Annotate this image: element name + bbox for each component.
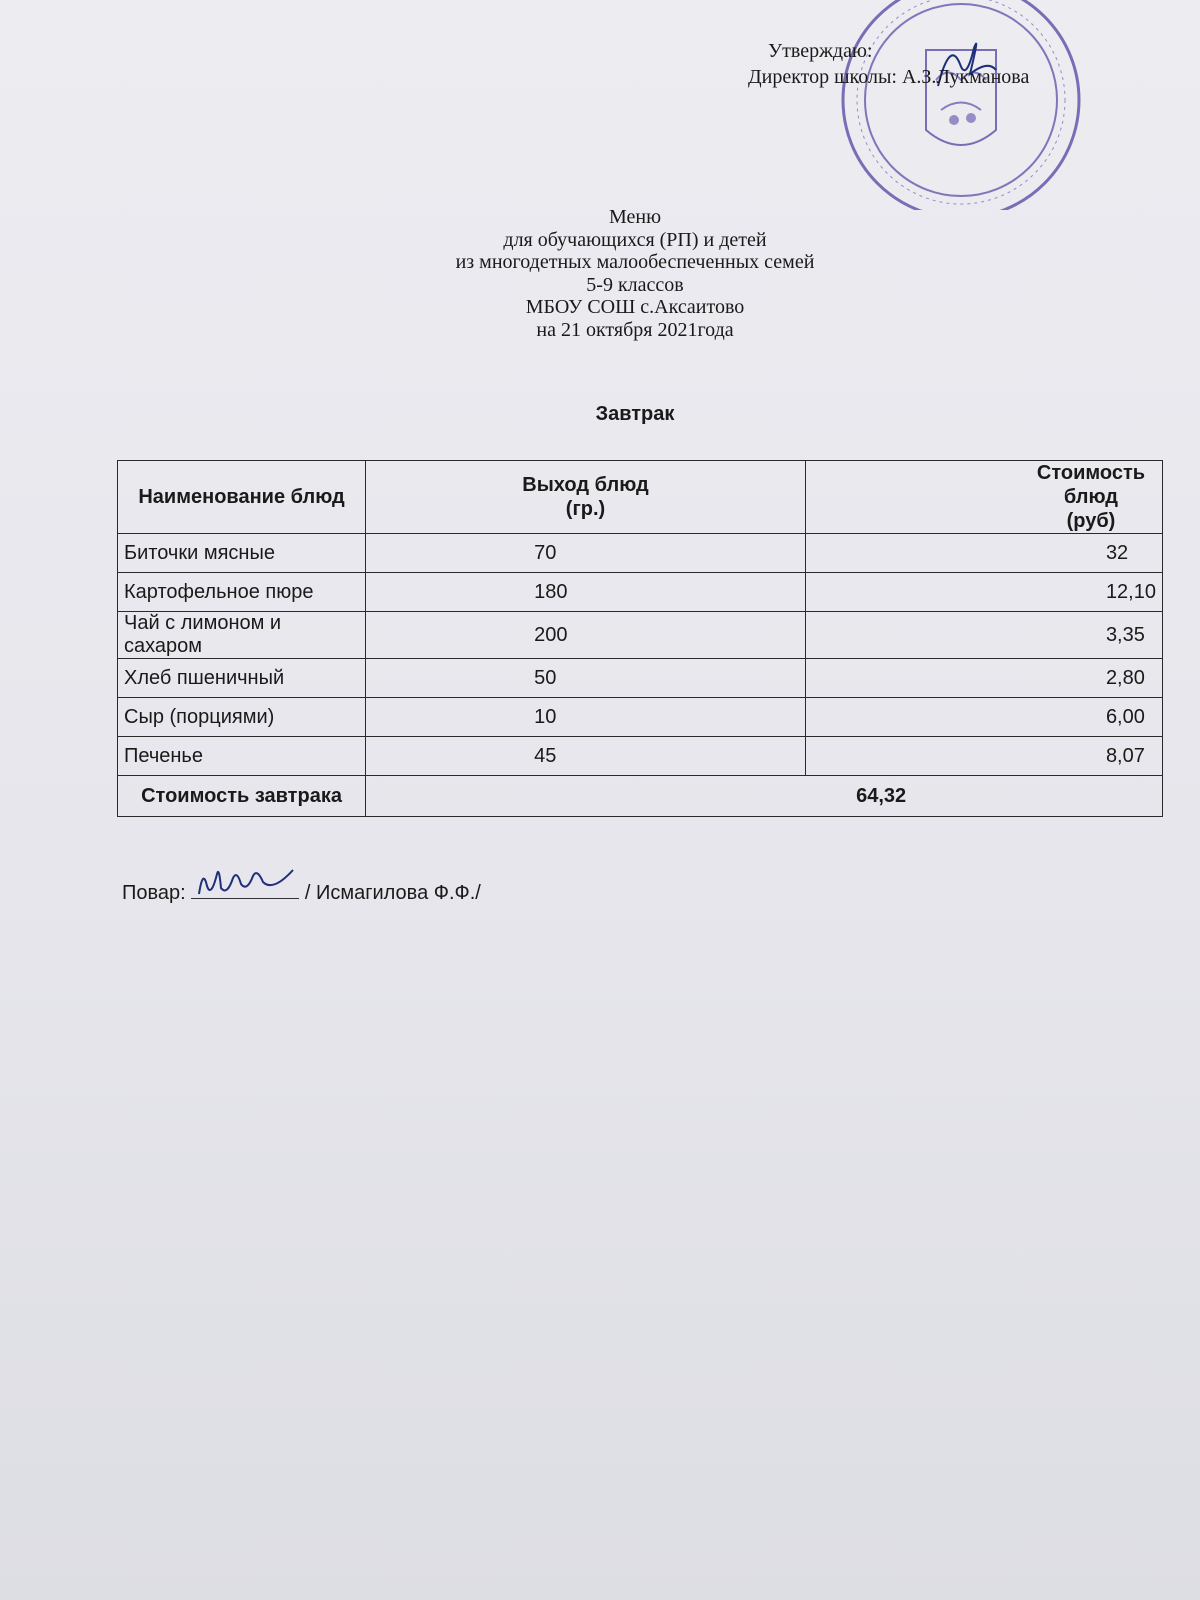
cell-yield: 180	[366, 573, 806, 612]
cell-cost: 12,10	[805, 573, 1162, 612]
cell-yield: 10	[366, 698, 806, 737]
approval-label: Утверждаю:	[768, 40, 873, 62]
approval-block	[748, 38, 1029, 90]
header-cost	[805, 461, 1162, 534]
section-title: Завтрак	[595, 403, 675, 425]
header-yield	[366, 461, 806, 534]
cell-name: Чай с лимоном и сахаром	[118, 612, 366, 659]
cell-cost: 6,00	[805, 698, 1162, 737]
cell-name: Печенье	[118, 737, 366, 776]
table-row	[118, 659, 1163, 698]
menu-table	[117, 460, 1163, 817]
total-value: 64,32	[366, 776, 1163, 817]
cell-yield: 70	[366, 534, 806, 573]
cell-cost: 2,80	[805, 659, 1162, 698]
cook-signature-icon	[193, 864, 299, 900]
cook-label: Повар:	[122, 882, 186, 904]
total-label: Стоимость завтрака	[118, 776, 366, 817]
official-seal-icon	[836, 0, 1086, 210]
header-name	[118, 461, 366, 534]
cell-name: Сыр (порциями)	[118, 698, 366, 737]
cell-name: Биточки мясные	[118, 534, 366, 573]
table-row	[118, 534, 1163, 573]
table-total-row	[118, 776, 1163, 817]
table-row	[118, 737, 1163, 776]
header-cost-line1: Стоимость блюд	[1036, 462, 1146, 508]
approval-director: Директор школы: А.З.Лукманова	[748, 66, 1030, 88]
heading-line-6: на 21 октября 2021года	[536, 318, 734, 341]
cell-cost: 8,07	[805, 737, 1162, 776]
cell-cost: 32	[805, 534, 1162, 573]
header-yield-line2: (гр.)	[565, 498, 606, 520]
cell-cost: 3,35	[805, 612, 1162, 659]
heading-line-5: МБОУ СОШ с.Аксаитово	[525, 296, 745, 318]
cell-yield: 45	[366, 737, 806, 776]
heading-line-3: из многодетных малообеспеченных семей	[455, 251, 815, 273]
heading-line-4: 5-9 классов	[586, 273, 684, 296]
table-row	[118, 612, 1163, 659]
header-yield-line1: Выход блюд	[522, 474, 649, 496]
heading-line-2: для обучающихся (РП) и детей	[503, 228, 767, 251]
heading-line-1: Меню	[608, 206, 662, 228]
cook-name: / Исмагилова Ф.Ф./	[304, 882, 481, 904]
cell-yield: 50	[366, 659, 806, 698]
cell-yield: 200	[366, 612, 806, 659]
cook-signature-line	[122, 880, 481, 905]
cell-name: Хлеб пшеничный	[118, 659, 366, 698]
table-row	[118, 698, 1163, 737]
cook-signature-blank	[191, 880, 299, 899]
header-cost-line2: (руб)	[1066, 510, 1116, 532]
document-heading	[0, 206, 1200, 341]
header-name-text: Наименование блюд	[138, 486, 345, 508]
table-row	[118, 573, 1163, 612]
cell-name: Картофельное пюре	[118, 573, 366, 612]
table-header-row	[118, 461, 1163, 534]
